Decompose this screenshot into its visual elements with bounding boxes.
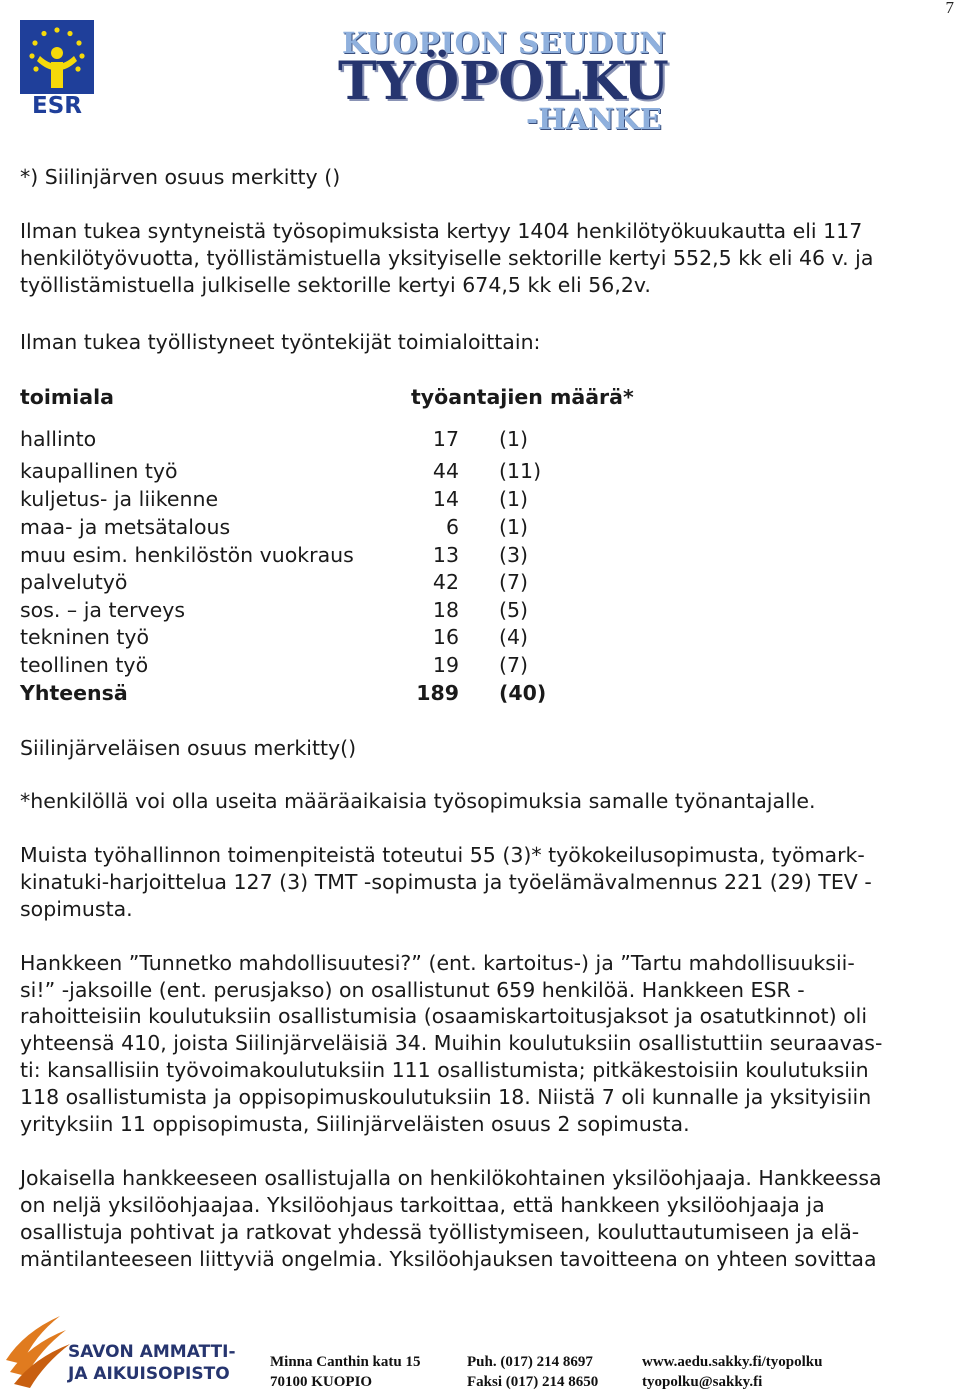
savon-ammatti-logo [4, 1312, 244, 1390]
table-row [20, 542, 620, 568]
phone-number: Puh. (017) 214 8697 [467, 1354, 593, 1370]
paragraph-3-line-4: yhteensä 410, joista Siilinjärveläisiä 34. Muihin koulutuksiin osallistuttiin seuraavas- [20, 1031, 883, 1055]
footer-logo-line-1: SAVON AMMATTI- [68, 1342, 236, 1362]
esr-text: ESR [32, 93, 82, 119]
email-link[interactable]: tyopolku@sakky.fi [642, 1374, 763, 1390]
eu-flag-icon [20, 20, 94, 94]
row-industry: hallinto [20, 427, 97, 451]
table-header [20, 384, 634, 410]
total-siilinjarvi: (40) [499, 681, 547, 705]
total-label: Yhteensä [20, 681, 128, 705]
paragraph-2-line-3: sopimusta. [20, 897, 133, 921]
tyopolku-logo [336, 26, 686, 136]
row-count: 16 [432, 625, 459, 649]
footer-phone [467, 1352, 598, 1392]
table-row [20, 486, 620, 512]
address-street: Minna Canthin katu 15 [270, 1354, 421, 1370]
table-row [20, 652, 620, 678]
table-intro: Ilman tukea työllistyneet työntekijät toimialoittain: [20, 330, 541, 354]
paragraph-3-line-3: rahoitteisiin koulutuksiin osallistumisia (osaamiskartoitusjaksot ja osatutkinnot) oli [20, 1004, 868, 1028]
row-siilinjarvi: (1) [499, 487, 529, 511]
header-industry: toimiala [20, 385, 114, 409]
logo-line-3: -HANKE [526, 102, 662, 136]
page-number: 7 [945, 0, 954, 17]
table-row [20, 458, 620, 484]
paragraph-4-line-4: mäntilanteeseen liittyviä ongelmia. Yksilöohjauksen tavoitteena on yhteen sovittaa [20, 1247, 877, 1271]
paragraph-3-line-1: Hankkeen ”Tunnetko mahdollisuutesi?” (ent. kartoitus-) ja ”Tartu mahdollisuuksii- [20, 951, 855, 975]
siilinjarvi-note: Siilinjärveläisen osuus merkitty() [20, 736, 357, 760]
paragraph-3-line-2: si!” -jaksoille (ent. perusjakso) on osallistunut 659 henkilöä. Hankkeen ESR - [20, 978, 805, 1002]
row-siilinjarvi: (5) [499, 598, 529, 622]
row-count: 13 [432, 543, 459, 567]
paragraph-2-line-2: kinatuki-harjoittelua 127 (3) TMT -sopimusta ja työelämävalmennus 221 (29) TEV - [20, 870, 872, 894]
row-industry: teollinen työ [20, 653, 149, 677]
paragraph-2-line-1: Muista työhallinnon toimenpiteistä toteutui 55 (3)* työkokeilusopimusta, työmark- [20, 843, 865, 867]
row-count: 18 [432, 598, 459, 622]
row-siilinjarvi: (11) [499, 459, 542, 483]
esr-logo [20, 20, 94, 118]
row-industry: palvelutyö [20, 570, 128, 594]
paragraph-1-line-3: työllistämistuella julkiselle sektorille kertyi 674,5 kk eli 56,2v. [20, 273, 651, 297]
paragraph-1-line-1: Ilman tukea syntyneistä työsopimuksista kertyy 1404 henkilötyökuukautta eli 117 [20, 219, 863, 243]
total-count: 189 [416, 681, 459, 705]
paragraph-1-line-2: henkilötyövuotta, työllistämistuella yksityiselle sektorille kertyi 552,5 kk eli 46 v. ja [20, 246, 874, 270]
row-count: 17 [432, 427, 459, 451]
row-count: 14 [432, 487, 459, 511]
footer-address [270, 1352, 420, 1392]
row-industry: muu esim. henkilöstön vuokraus [20, 543, 354, 567]
paragraph-4-line-2: on neljä yksilöohjaajaa. Yksilöohjaus tarkoittaa, että hankkeen yksilöohjaaja ja [20, 1193, 825, 1217]
paragraph-3-line-6: 118 osallistumista ja oppisopimuskoulutuksiin 18. Niistä 7 oli kunnalle ja yksityisiin [20, 1085, 872, 1109]
row-count: 42 [432, 570, 459, 594]
paragraph-3-line-7: yrityksiin 11 oppisopimusta, Siilinjärveläisten osuus 2 sopimusta. [20, 1112, 690, 1136]
row-siilinjarvi: (1) [499, 427, 529, 451]
row-industry: sos. – ja terveys [20, 598, 186, 622]
row-siilinjarvi: (1) [499, 515, 529, 539]
paragraph-3-line-5: ti: kansallisiin työvoimakoulutuksiin 111 osallistumista; pitkäkestoisiin koulutuksiin [20, 1058, 869, 1082]
header-employers: työantajien määrä* [411, 385, 634, 409]
fax-number: Faksi (017) 214 8650 [467, 1374, 599, 1390]
table-row [20, 597, 620, 623]
row-industry: tekninen työ [20, 625, 150, 649]
paragraph-4-line-1: Jokaisella hankkeeseen osallistujalla on henkilökohtainen yksilöohjaaja. Hankkeessa [20, 1166, 882, 1190]
paragraph-4-line-3: osallistuja pohtivat ja ratkovat yhdessä työllistymiseen, kouluttautumiseen ja elä- [20, 1220, 860, 1244]
siilinjarvi-note-top: *) Siilinjärven osuus merkitty () [20, 165, 341, 189]
row-industry: kaupallinen työ [20, 459, 178, 483]
logo-line-2: TYÖPOLKU [338, 51, 669, 112]
row-industry: maa- ja metsätalous [20, 515, 231, 539]
row-count: 44 [432, 459, 459, 483]
row-siilinjarvi: (7) [499, 653, 529, 677]
table-total-row [20, 680, 620, 706]
row-siilinjarvi: (3) [499, 543, 529, 567]
row-industry: kuljetus- ja liikenne [20, 487, 219, 511]
table-row [20, 426, 620, 452]
table-row [20, 624, 620, 650]
footer-logo-line-2: JA AIKUISOPISTO [68, 1364, 230, 1384]
table-row [20, 514, 620, 540]
footnote: *henkilöllä voi olla useita määräaikaisia työsopimuksia samalle työnantajalle. [20, 789, 816, 813]
logo-line-1: KUOPION SEUDUN [342, 26, 667, 60]
row-siilinjarvi: (4) [499, 625, 529, 649]
row-siilinjarvi: (7) [499, 570, 529, 594]
row-count: 19 [432, 653, 459, 677]
website-link[interactable]: www.aedu.sakky.fi/tyopolku [642, 1354, 823, 1370]
footer-web [642, 1352, 822, 1392]
address-city: 70100 KUOPIO [270, 1374, 373, 1390]
table-row [20, 569, 620, 595]
row-count: 6 [445, 515, 459, 539]
